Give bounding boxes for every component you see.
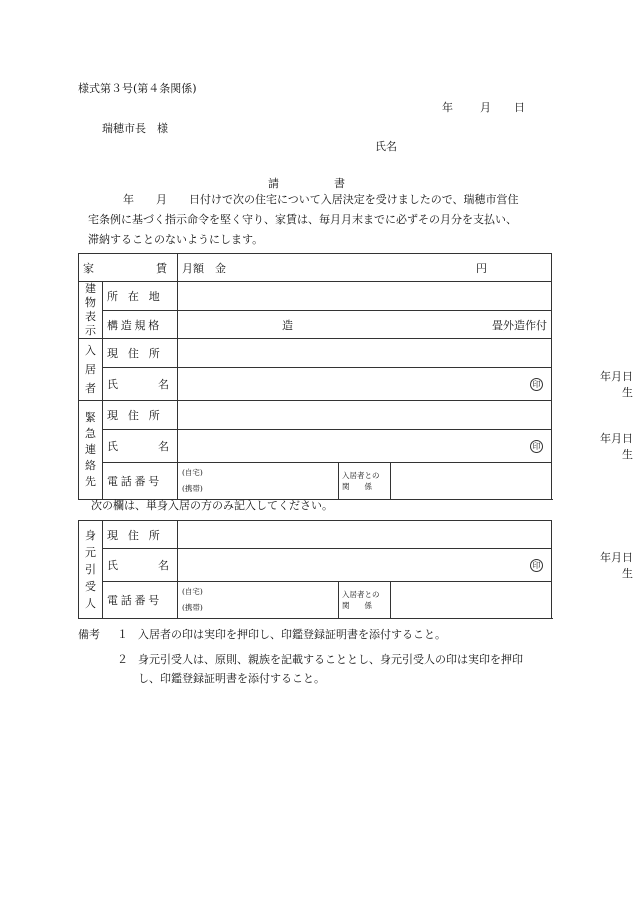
form-number: 様式第３号(第４条関係)	[78, 82, 197, 95]
rent-cell[interactable]	[178, 254, 552, 282]
resident-label: 入居者	[79, 339, 103, 401]
remarks-item-2-line-1: 身元引受人は、原則、親族を記載することとし、身元引受人の印は実印を押印	[138, 653, 523, 666]
guarantor-relation-input[interactable]	[391, 582, 552, 619]
emergency-label: 緊急連絡先	[79, 401, 103, 500]
location-label: 所在地	[103, 282, 178, 311]
body-line-1: 年 月 日付けで次の住宅について入居決定を受けましたので、瑞穂市営住	[123, 193, 519, 206]
resident-address-label: 現住所	[103, 339, 178, 368]
seal-icon: 印	[530, 440, 543, 453]
rent-label: 家 賃	[79, 254, 178, 282]
rent-unit: 円	[476, 261, 488, 275]
phone-mobile: (携帯)	[182, 484, 203, 493]
guarantor-label: 身元引受人	[79, 521, 103, 619]
building-label: 建物表示	[79, 282, 103, 339]
emergency-phone-label: 電話番号	[103, 463, 178, 500]
structure-label: 構造規格	[103, 311, 178, 339]
emergency-address-input[interactable]	[178, 401, 552, 430]
phone-mobile: (携帯)	[182, 603, 203, 612]
guarantor-phone-input[interactable]	[178, 582, 339, 619]
guarantor-name-input[interactable]	[178, 549, 552, 582]
date-month: 月	[480, 101, 491, 114]
structure-input[interactable]	[178, 311, 552, 339]
document-title: 請 書	[268, 177, 345, 190]
body-line-3: 滞納することのないようにします。	[88, 233, 264, 246]
single-note: 次の欄は、単身入居の方のみ記入してください。	[91, 499, 333, 512]
resident-name-input[interactable]	[178, 368, 552, 401]
body-line-2: 宅条例に基づく指示命令を堅く守り、家賃は、毎月月末までに必ずその月分を支払い、	[88, 213, 517, 226]
date-day: 日	[514, 101, 525, 114]
emergency-relation-input[interactable]	[391, 463, 552, 500]
guarantor-table: 身元引受人 現住所 氏 名 印 年 月 日生 電話番号 (自宅) (携帯) 入居者との 関 係	[78, 520, 552, 619]
emergency-name-input[interactable]	[178, 430, 552, 463]
remarks-label: 備考	[78, 628, 100, 641]
emergency-relation-label: 入居者との 関 係	[339, 463, 391, 500]
emergency-name-label: 氏 名	[103, 430, 178, 463]
rent-monthly: 月額 金	[182, 261, 226, 275]
guarantor-phone-label: 電話番号	[103, 582, 178, 619]
guarantor-address-input[interactable]	[178, 521, 552, 549]
applicant-name-label: 氏名	[375, 140, 397, 153]
phone-home: (自宅)	[182, 587, 203, 596]
remarks-number-1: １	[117, 628, 128, 641]
structure-extra: 畳外造作付	[492, 318, 548, 332]
resident-name-label: 氏 名	[103, 368, 178, 401]
emergency-phone-input[interactable]	[178, 463, 339, 500]
remarks-number-2: ２	[117, 653, 128, 666]
location-input[interactable]	[178, 282, 552, 311]
remarks-item-1: 入居者の印は実印を押印し、印鑑登録証明書を添付すること。	[138, 628, 446, 641]
remarks-item-2-line-2: し、印鑑登録証明書を添付すること。	[138, 672, 325, 685]
seal-icon: 印	[530, 559, 543, 572]
date-year: 年	[442, 101, 453, 114]
main-table: 家 賃 月額 金 円 建物表示 所在地 構造規格 造 畳外造作付 入居者 現住所 氏 名 印 年 月 日生 緊急連絡先 現住所 氏 名 印 年 月 日生 電話番号 (自宅) (携帯) 入居者との 関 係	[78, 253, 552, 500]
guarantor-address-label: 現住所	[103, 521, 178, 549]
guarantor-relation-label: 入居者との 関 係	[339, 582, 391, 619]
phone-home: (自宅)	[182, 468, 203, 477]
resident-address-input[interactable]	[178, 339, 552, 368]
emergency-address-label: 現住所	[103, 401, 178, 430]
seal-icon: 印	[530, 378, 543, 391]
structure-zou: 造	[282, 318, 293, 332]
addressee: 瑞穂市長 様	[102, 122, 168, 135]
guarantor-name-label: 氏 名	[103, 549, 178, 582]
